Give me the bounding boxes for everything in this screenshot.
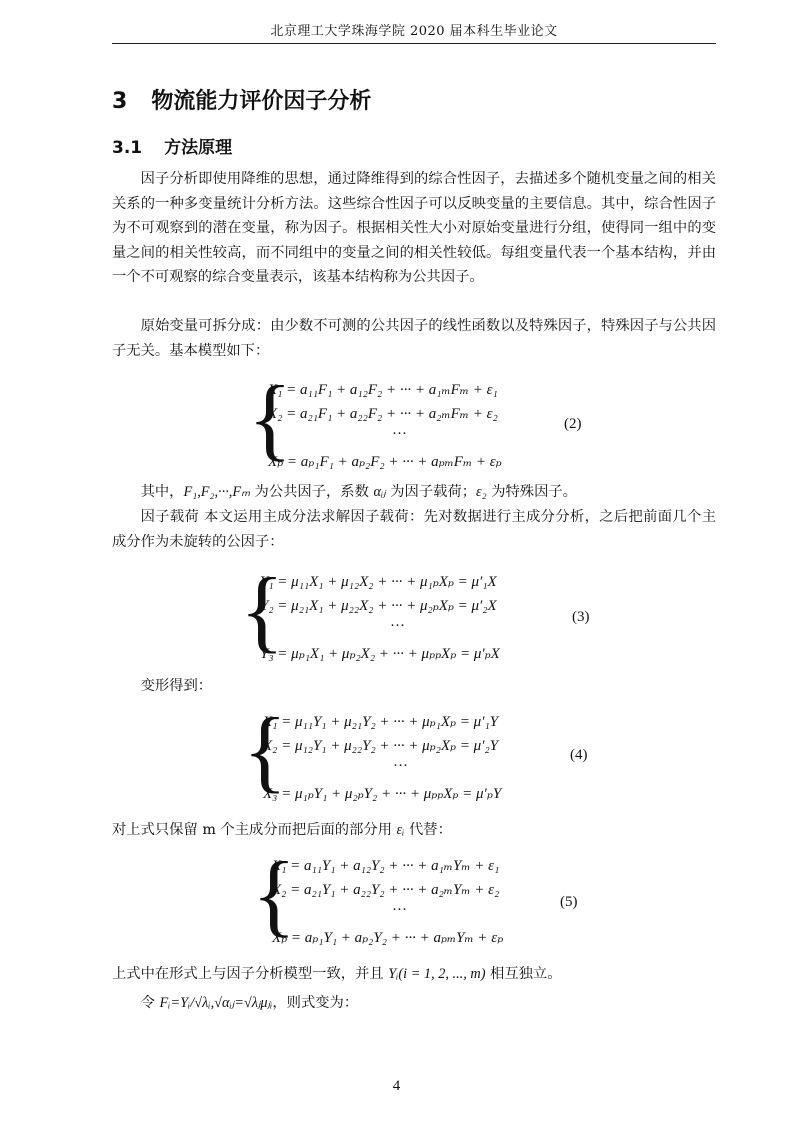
equation-number: (3) — [572, 609, 590, 625]
section-number: 3 — [112, 89, 128, 114]
paragraph-where: 其中，F₁,F₂,···,Fₘ 为公共因子，系数 αᵢⱼ 为因子载荷；ε₂ 为特殊因子。 — [140, 484, 577, 500]
equation-line: Y₃ = μₚ₁X₁ + μₚ₂X₂ + ··· + μₚₚXₚ = μ′ₚX — [260, 646, 500, 662]
subsection-number: 3.1 — [112, 138, 143, 158]
equation-3 — [240, 559, 560, 668]
paragraph-substitute: 令 Fᵢ=Yᵢ/√λᵢ,√αᵢⱼ=√λⱼμⱼᵢ，则式变为： — [140, 995, 359, 1011]
equation-line: Xₚ = aₚ₁Y₁ + aₚ₂Y₂ + ··· + aₚₘYₘ + εₚ — [272, 930, 504, 946]
subsection-title: 方法原理 — [164, 138, 233, 158]
equation-5 — [252, 843, 552, 952]
equation-brace: { — [243, 699, 288, 801]
paragraph-intro: 因子分析即使用降维的思想，通过降维得到的综合性因子，去描述多个随机变量之间的相关关系的一种多变量统计分析方法。这些综合性因子可以反映变量的主要信息。其中，综合性因子为不可观察到的潜在变量，称为因子。根据相关性大小对原始变量进行分组，使得同一组中的变量之间的相关性较高，而不同组中的变量之间的相关性较低。每组变量代表一个基本结构，并由一个不可观察的综合变量表示，该基本结构称为公共因子。 — [112, 171, 716, 286]
equation-dots: ··· — [390, 618, 405, 634]
equation-line: Y₂ = μ₂₁X₁ + μ₂₂X₂ + ··· + μ₂ₚXₚ = μ′₂X — [260, 598, 497, 614]
paragraph-retain: 对上式只保留 m 个主成分而把后面的部分用 εᵢ 代替： — [112, 822, 452, 838]
equation-brace: { — [248, 367, 293, 469]
paragraph-transform: 变形得到： — [140, 678, 213, 694]
header-rule — [112, 43, 716, 44]
equation-dots: ··· — [393, 758, 408, 774]
subsection-heading — [112, 133, 232, 158]
section-heading — [112, 84, 371, 115]
equation-brace: { — [240, 559, 285, 661]
page-number: 4 — [392, 1078, 401, 1094]
equation-line: Y₁ = μ₁₁X₁ + μ₁₂X₂ + ··· + μ₁ₚXₚ = μ′₁X — [260, 574, 497, 590]
equation-line: X₃ = μ₁ₚY₁ + μ₂ₚY₂ + ··· + μₚₚXₚ = μ′ₚY — [263, 786, 502, 802]
equation-number: (5) — [560, 894, 578, 910]
equation-dots: ··· — [392, 426, 407, 442]
equation-line: X₂ = a₂₁F₁ + a₂₂F₂ + ··· + a₂ₘFₘ + ε₂ — [268, 406, 498, 422]
equation-line: X₁ = a₁₁F₁ + a₁₂F₂ + ··· + a₁ₘFₘ + ε₁ — [268, 382, 498, 398]
equation-number: (4) — [570, 747, 588, 763]
equation-line: Xₚ = aₚ₁F₁ + aₚ₂F₂ + ··· + aₚₘFₘ + εₚ — [268, 454, 502, 470]
equation-brace: { — [252, 843, 297, 945]
running-header: 北京理工大学珠海学院 2020 届本科生毕业论文 — [270, 24, 558, 39]
equation-line: X₂ = μ₁₂Y₁ + μ₂₂Y₂ + ··· + μₚ₂Xₚ = μ′₂Y — [263, 738, 499, 754]
equation-line: X₁ = a₁₁Y₁ + a₁₂Y₂ + ··· + a₁ₘYₘ + ε₁ — [272, 858, 500, 874]
paragraph-loading: 因子载荷 本文运用主成分法求解因子载荷：先对数据进行主成分分析，之后把前面几个主成分作为未旋转的公因子： — [112, 509, 716, 550]
paragraph-consistent: 上式中在形式上与因子分析模型一致，并且 Yᵢ(i = 1, 2, ..., m) 相互独立。 — [112, 966, 562, 982]
paragraph-model: 原始变量可拆分成：由少数不可测的公共因子的线性函数以及特殊因子，特殊因子与公共因子无关。基本模型如下： — [112, 318, 716, 359]
equation-number: (2) — [564, 416, 582, 432]
equation-2 — [248, 367, 548, 476]
equation-line: X₁ = μ₁₁Y₁ + μ₂₁Y₂ + ··· + μₚ₁Xₚ = μ′₁Y — [263, 714, 499, 730]
equation-line: X₂ = a₂₁Y₁ + a₂₂Y₂ + ··· + a₂ₘYₘ + ε₂ — [272, 882, 500, 898]
equation-4 — [243, 699, 563, 808]
equation-dots: ··· — [392, 902, 407, 918]
section-title: 物流能力评价因子分析 — [151, 89, 372, 114]
